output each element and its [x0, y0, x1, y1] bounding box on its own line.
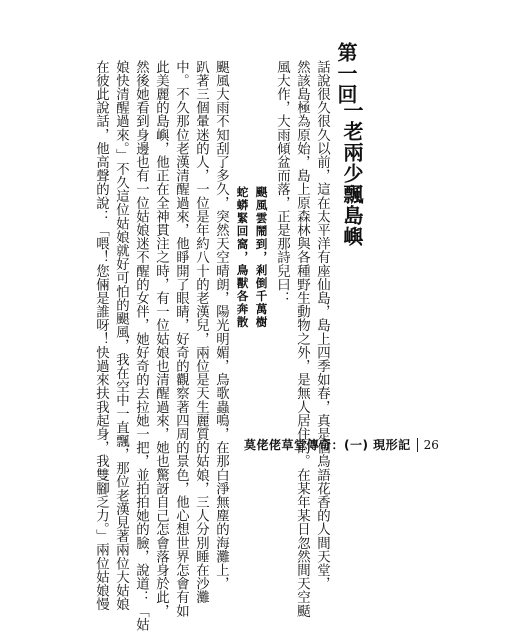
paragraph-line: 趴著三個暈迷的人，一位是年約八十的老漢兒，兩位是天生麗質的姑娘，三人分別睡在沙灘: [193, 60, 209, 604]
chapter-number: 第一回: [334, 42, 358, 105]
paragraph-line: 風大作，大雨傾盆而落，正是那詩兒曰：: [274, 60, 290, 305]
paragraph-line: 在彼此說話，他高聲的說：「喂！您倆是誰呀！快過來扶我起身，我雙腳乏力。」兩位姑娘慢: [93, 60, 109, 611]
paragraph-line: 娘快清醒過來。」不久這位姑娘就好可怕的颶風，我在空中一直飄，那位老漢見著兩位大姑娘: [113, 60, 129, 611]
poem-line: 蛇蟒緊回窩，鳥獸各奔散: [235, 186, 250, 329]
paragraph-line: 中。不久那位老漢清醒過來，他睜開了眼睛，好奇的觀察著四周的景色，他心想世界怎會有如: [173, 60, 189, 618]
page-number: 26: [423, 437, 439, 452]
chapter-title: 一老兩少飄島嶼: [340, 100, 364, 247]
book-title: 莫佬佬草堂傳奇：(一) 現形記: [244, 438, 411, 452]
footer-divider: [417, 438, 418, 452]
paragraph-line: 話說很久很久以前，這在太平洋有座仙島，島上四季如春，真是個鳥語花香的人間天堂，: [314, 60, 330, 591]
paragraph-line: 然該島極為原始，島上原森林與各種野生動物之外，是無人居住的。在某年某日忽然間天空颳: [294, 60, 310, 618]
paragraph-line: 此美麗的島嶼，他正在全神貫注之時，有一位姑娘也清醒過來，她也驚訝自己怎會落身於此，: [153, 60, 169, 618]
poem-line: 颶風雲鬧到，剎倒千萬樹: [254, 186, 269, 329]
paragraph-line: 颶風大雨不知刮了多久，突然天空晴朗，陽光明媚，鳥歌蟲鳴，在那白淨無塵的海灘上，: [213, 60, 229, 591]
page-footer: [244, 436, 439, 453]
paragraph-line: 然後她看到身邊也有一位姑娘迷不醒的女伴，她好奇的去拉她一把，並拍拍她的臉，說道：「姑: [133, 60, 149, 631]
